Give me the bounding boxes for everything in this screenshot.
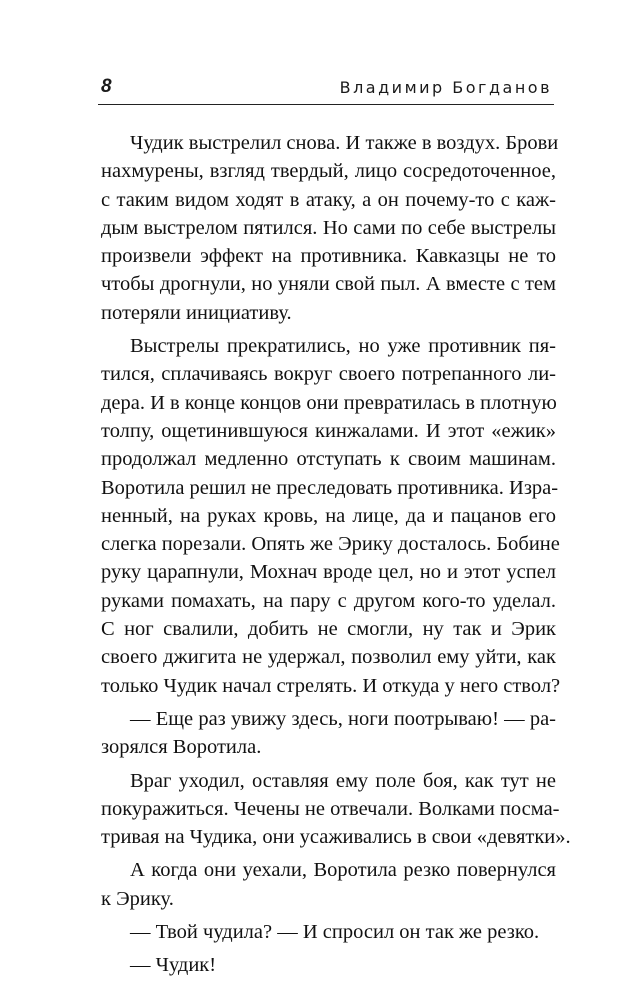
text-line: — Чудик! bbox=[130, 954, 217, 977]
text-line: произвели эффект на противника. Кавказцы не то bbox=[101, 245, 556, 268]
paragraph bbox=[101, 856, 556, 913]
paragraph bbox=[101, 129, 559, 327]
body-text bbox=[101, 129, 571, 985]
text-line: Воротила решил не преследовать противника. Изра- bbox=[101, 476, 559, 499]
text-line: руку царапнули, Мохнач вроде цел, но и этот успел bbox=[101, 561, 556, 584]
page-number: 8 bbox=[101, 76, 112, 97]
text-line: тился, сплачиваясь вокруг своего потрепанного ли- bbox=[101, 363, 556, 386]
text-line: Враг уходил, оставляя ему поле боя, как тут не bbox=[130, 769, 556, 792]
text-line: чтобы дрогнули, но уняли свой пыл. А вместе с тем bbox=[101, 273, 556, 296]
text-line: тривая на Чудика, они усаживались в свои «девятки». bbox=[101, 826, 571, 849]
text-line: продолжал медленно отступать к своим машинам. bbox=[101, 448, 556, 471]
paragraph bbox=[101, 332, 561, 700]
text-line: ненный, на руках кровь, на лице, да и пацанов его bbox=[101, 504, 556, 527]
running-head-author: Владимир Богданов bbox=[339, 78, 552, 97]
text-line: покуражиться. Чечены не отвечали. Волками посма- bbox=[101, 797, 560, 820]
text-line: — Твой чудила? — И спросил он так же резко. bbox=[130, 921, 540, 944]
text-line: зорялся Воротила. bbox=[101, 736, 262, 759]
text-line: своего джигита не удержал, позволил ему уйти, как bbox=[101, 646, 556, 669]
paragraph bbox=[101, 951, 556, 979]
text-line: потеряли инициативу. bbox=[101, 301, 292, 324]
text-line: к Эрику. bbox=[101, 887, 174, 910]
text-line: слегка порезали. Опять же Эрику досталось. Бобине bbox=[101, 533, 560, 556]
header-rule bbox=[98, 104, 554, 105]
text-line: А когда они уехали, Воротила резко повернулся bbox=[130, 859, 556, 882]
text-line: нахмурены, взгляд твердый, лицо сосредоточенное, bbox=[101, 160, 556, 183]
text-line: с таким видом ходят в атаку, а он почему-то с каж- bbox=[101, 188, 556, 211]
text-line: Чудик выстрелил снова. И также в воздух. Брови bbox=[130, 132, 559, 154]
text-line: руками помахать, на пару с другом кого-то уделал. bbox=[101, 589, 556, 612]
text-line: Выстрелы прекратились, но уже противник пя- bbox=[130, 335, 556, 358]
text-line: только Чудик начал стрелять. И откуда у него ствол? bbox=[101, 674, 561, 697]
text-line: дера. И в конце концов они превратилась в плотную bbox=[101, 391, 557, 414]
paragraph bbox=[101, 767, 571, 852]
text-line: толпу, ощетинившуюся кинжалами. И этот «ежик» bbox=[101, 419, 556, 442]
text-line: С ног свалили, добить не смогли, ну так и Эрик bbox=[101, 618, 556, 641]
text-line: дым выстрелом пятился. Но сами по себе выстрелы bbox=[101, 216, 556, 239]
text-line: — Еще раз увижу здесь, ноги поотрываю! — ра- bbox=[130, 707, 556, 730]
paragraph bbox=[101, 918, 556, 946]
paragraph bbox=[101, 705, 556, 762]
